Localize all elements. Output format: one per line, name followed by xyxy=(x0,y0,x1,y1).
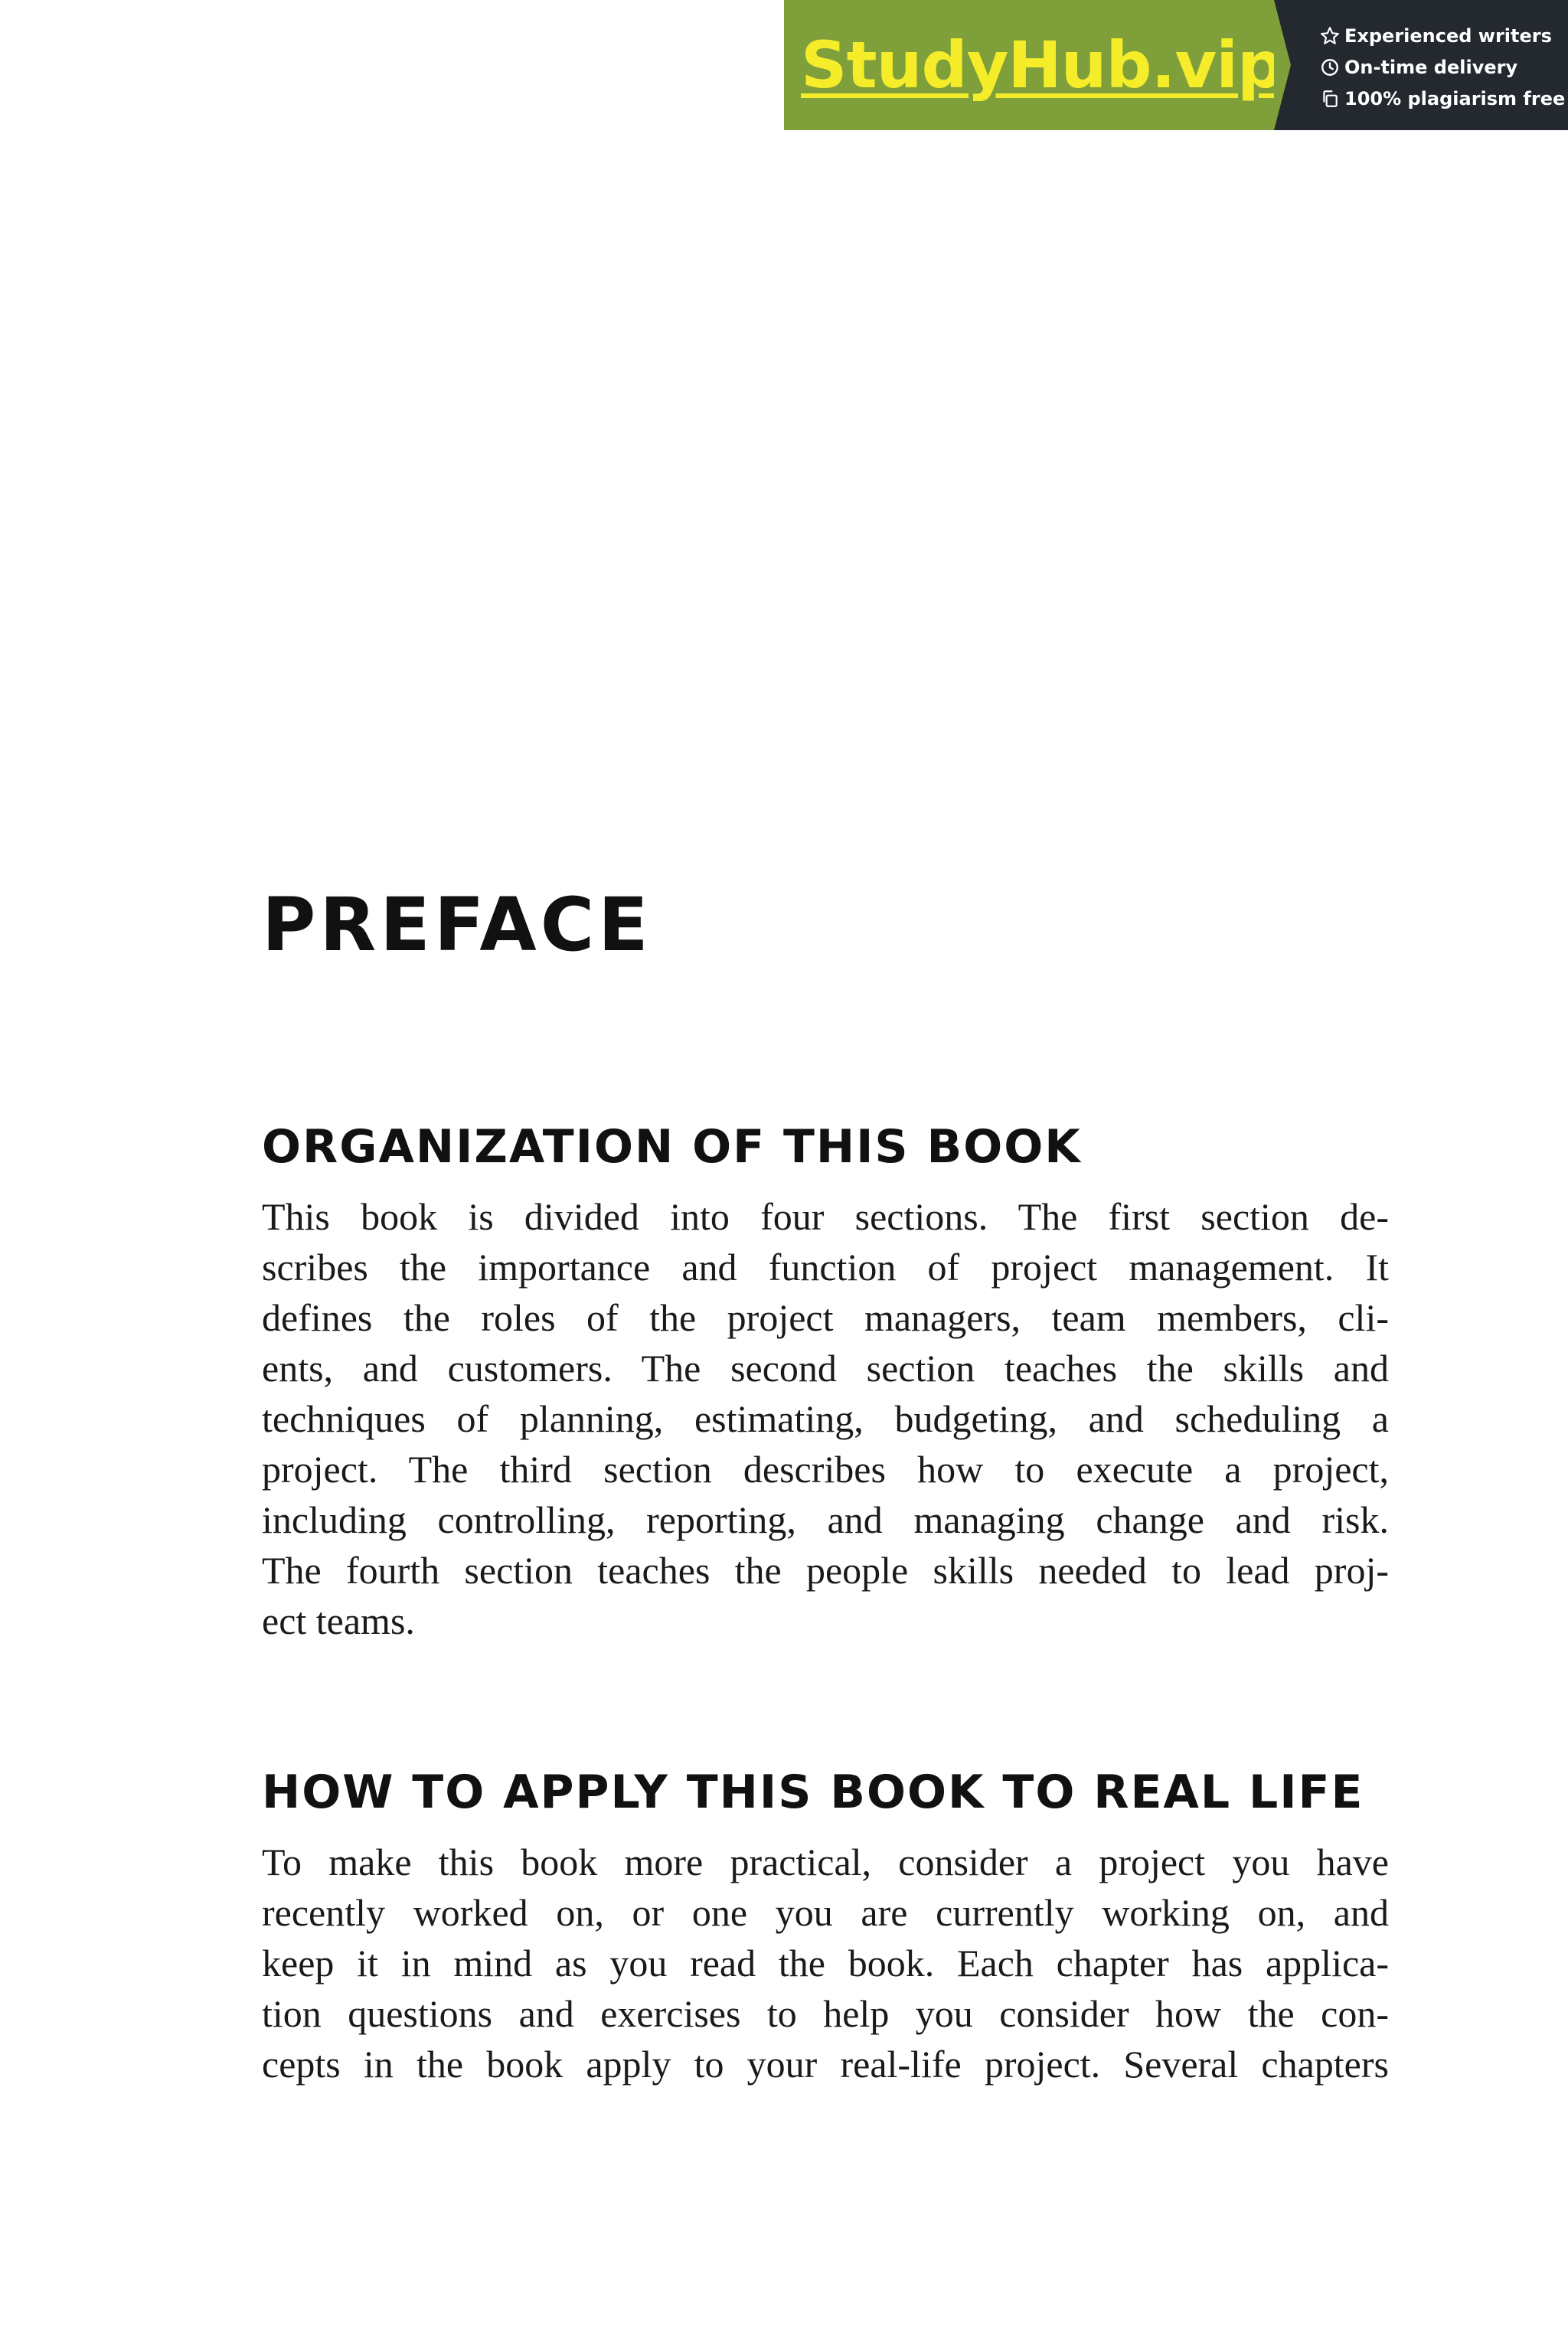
section-organization xyxy=(262,1119,1389,1646)
section-paragraph xyxy=(262,1191,1389,1646)
section-paragraph xyxy=(262,1837,1389,2089)
page-title: PREFACE xyxy=(262,882,652,968)
brand-logo-text[interactable]: StudyHub.vip xyxy=(801,28,1283,103)
paragraph-line: recently worked on, or one you are currently working on, and xyxy=(262,1891,1389,1934)
section-heading: ORGANIZATION OF THIS BOOK xyxy=(262,1120,1082,1174)
paragraph-line: keep it in mind as you read the book. Each chapter has applica- xyxy=(262,1942,1389,1984)
paragraph-line: This book is divided into four sections. The first section de- xyxy=(262,1195,1389,1238)
paragraph-line: including controlling, reporting, and managing change and risk. xyxy=(262,1498,1389,1541)
perk-experienced-writers xyxy=(1320,20,1568,51)
paragraph-line: tion questions and exercises to help you consider how the con- xyxy=(262,1992,1389,2035)
paragraph-line: techniques of planning, estimating, budgeting, and scheduling a xyxy=(262,1397,1389,1440)
paragraph-line: project. The third section describes how to execute a project, xyxy=(262,1448,1389,1491)
copy-icon xyxy=(1320,89,1340,109)
brand-panel[interactable] xyxy=(784,0,1283,130)
paragraph-line: cepts in the book apply to your real-life project. Several chapters xyxy=(262,2043,1389,2086)
section-heading: HOW TO APPLY THIS BOOK TO REAL LIFE xyxy=(262,1766,1364,1819)
perks-panel xyxy=(1274,0,1568,130)
perk-plagiarism-free xyxy=(1320,83,1568,114)
perk-on-time-delivery xyxy=(1320,51,1568,83)
paragraph-line: To make this book more practical, consider a project you have xyxy=(262,1841,1389,1883)
paragraph-line: ents, and customers. The second section teaches the skills and xyxy=(262,1347,1389,1390)
perk-label: On-time delivery xyxy=(1344,56,1518,78)
star-icon xyxy=(1320,26,1340,46)
perk-label: 100% plagiarism free xyxy=(1344,87,1566,109)
studyhub-banner[interactable] xyxy=(784,0,1568,130)
paragraph-line: ect teams. xyxy=(262,1599,415,1642)
paragraph-line: The fourth section teaches the people skills needed to lead proj- xyxy=(262,1549,1389,1592)
section-apply-real-life xyxy=(262,1765,1389,2089)
paragraph-line: scribes the importance and function of project management. It xyxy=(262,1246,1389,1289)
clock-icon xyxy=(1320,57,1340,77)
paragraph-line: defines the roles of the project managers, team members, cli- xyxy=(262,1296,1389,1339)
perk-label: Experienced writers xyxy=(1344,24,1552,47)
